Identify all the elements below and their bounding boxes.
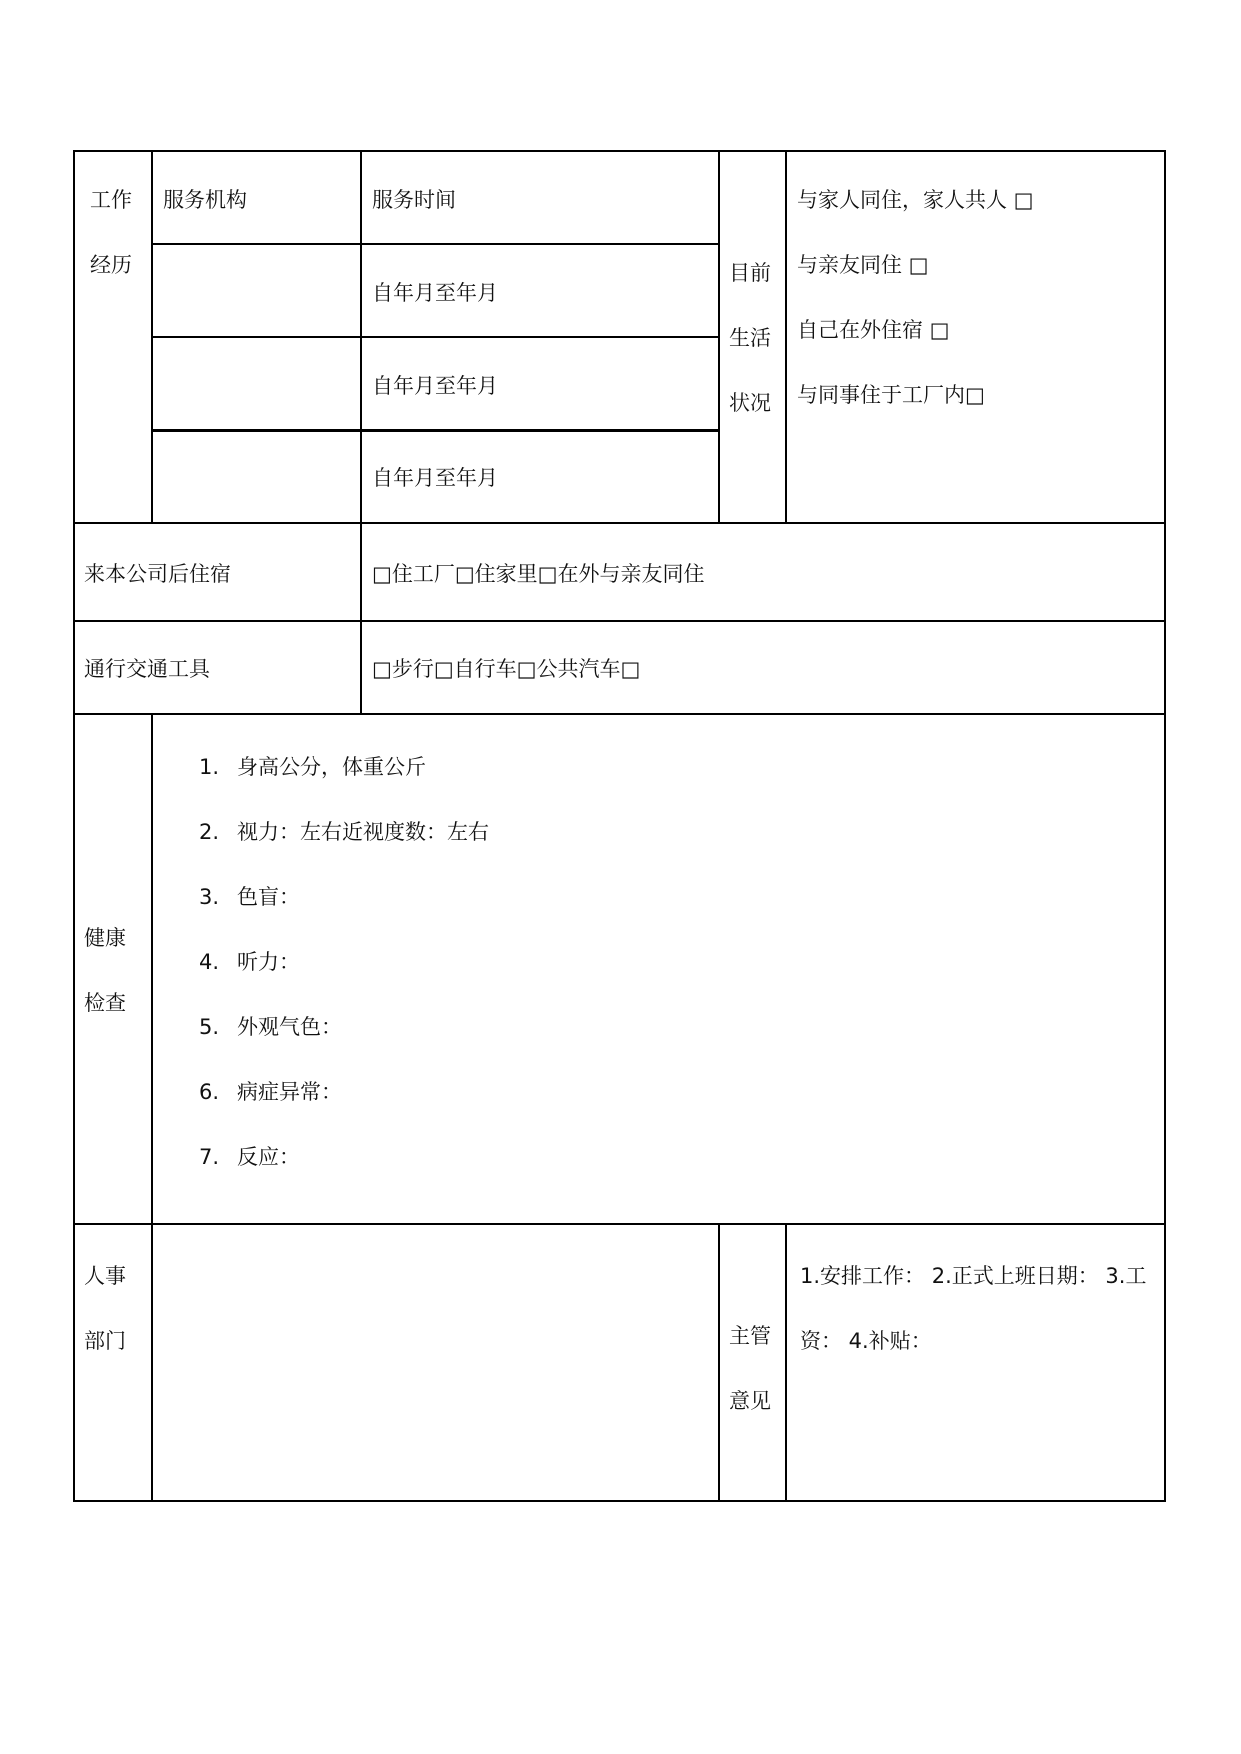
work-row-time: 自年月至年月	[372, 466, 498, 490]
transport-options[interactable]: □步行□自行车□公共汽车□	[372, 657, 641, 681]
divider	[73, 522, 1166, 524]
accommodation-options[interactable]: □住工厂□住家里□在外与亲友同住	[372, 562, 705, 586]
divider	[73, 1223, 1166, 1225]
divider	[151, 336, 718, 338]
divider	[73, 620, 1166, 622]
living-option[interactable]: 与家人同住，家人共人 □	[797, 188, 1034, 212]
org-column-header: 服务机构	[163, 188, 247, 212]
supervisor-opinion-label: 主管 意见	[729, 1324, 771, 1413]
accommodation-label: 来本公司后住宿	[84, 562, 231, 586]
list-item: 3. 色盲：	[199, 885, 300, 909]
divider	[151, 429, 718, 432]
divider	[151, 715, 153, 1502]
living-options	[797, 168, 1034, 428]
health-check-label: 健康 检查	[84, 926, 126, 1015]
list-item: 7. 反应：	[199, 1145, 300, 1169]
divider	[785, 1225, 787, 1502]
living-option[interactable]: 自己在外住宿 □	[797, 318, 950, 342]
work-history-label: 工作 经历	[90, 188, 132, 277]
supervisor-opinion-text: 1.安排工作： 2.正式上班日期： 3.工资： 4.补贴：	[800, 1264, 1147, 1353]
living-option[interactable]: 与同事住于工厂内□	[797, 383, 985, 407]
divider	[73, 713, 1166, 715]
transport-label: 通行交通工具	[84, 657, 210, 681]
list-item: 6. 病症异常：	[199, 1080, 342, 1104]
divider	[151, 243, 718, 245]
time-column-header: 服务时间	[372, 188, 456, 212]
living-option[interactable]: 与亲友同住 □	[797, 253, 929, 277]
hr-department-label: 人事 部门	[84, 1264, 126, 1353]
work-row-time: 自年月至年月	[372, 374, 498, 398]
divider	[360, 150, 362, 715]
list-item: 1. 身高公分，体重公斤	[199, 755, 426, 779]
list-item: 5. 外观气色：	[199, 1015, 342, 1039]
divider	[718, 1225, 720, 1502]
divider	[785, 150, 787, 524]
list-item: 4. 听力：	[199, 950, 300, 974]
health-check-list	[199, 735, 489, 1190]
living-status-label: 目前 生活 状况	[729, 261, 771, 415]
work-row-time: 自年月至年月	[372, 281, 498, 305]
divider	[718, 150, 720, 524]
list-item: 2. 视力：左右近视度数：左右	[199, 820, 489, 844]
